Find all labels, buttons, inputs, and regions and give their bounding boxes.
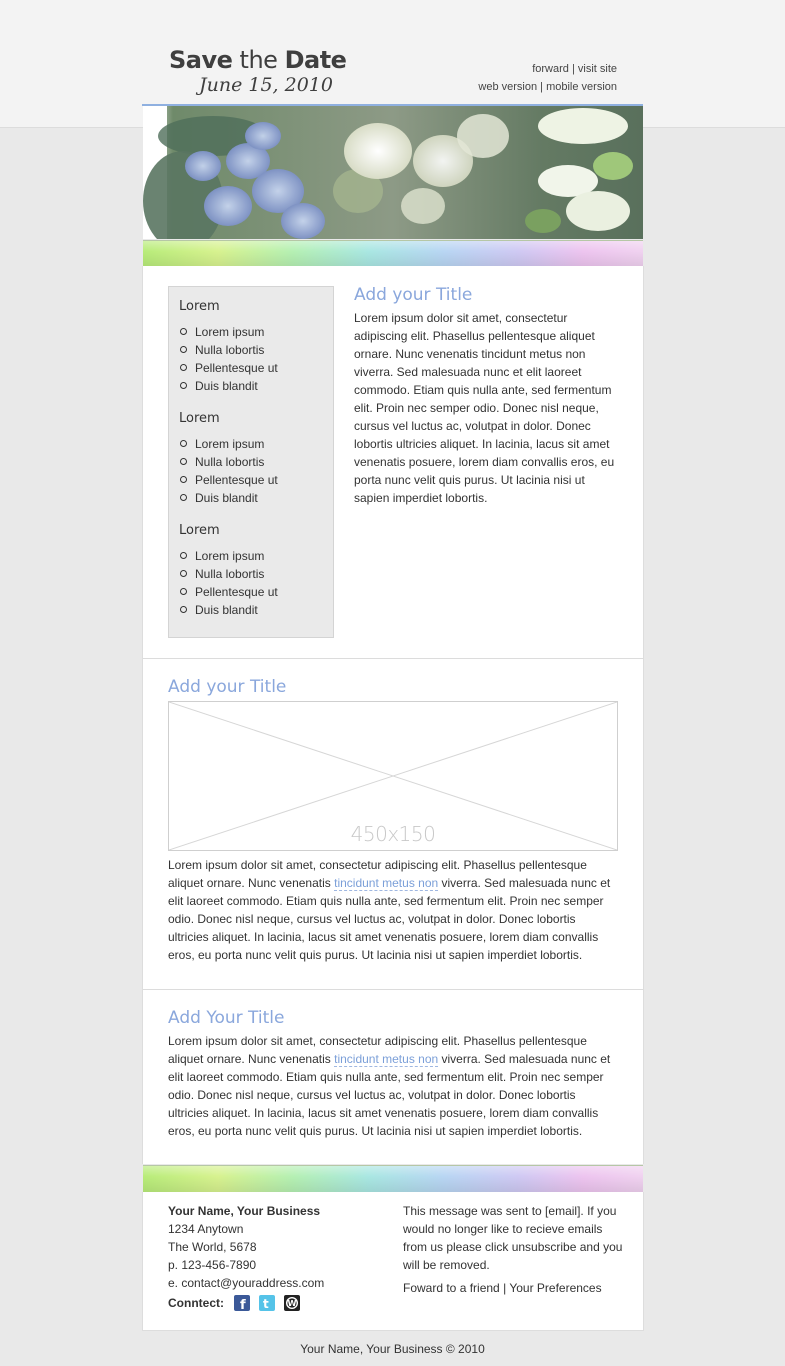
sidebar-item-label: Duis blandit	[195, 491, 258, 505]
section3-inline-link[interactable]: tincidunt metus non	[334, 1052, 439, 1066]
sidebar-item-label: Pellentesque ut	[195, 585, 278, 599]
address-line-2: The World, 5678	[168, 1240, 257, 1254]
rainbow-divider-bottom	[143, 1165, 643, 1193]
circle-bullet-icon	[180, 440, 187, 447]
section-divider	[143, 658, 643, 659]
circle-bullet-icon	[180, 606, 187, 613]
circle-bullet-icon	[180, 328, 187, 335]
social-connect	[168, 1295, 300, 1311]
footer-address	[168, 1202, 324, 1292]
svg-text:t: t	[263, 1297, 269, 1311]
sidebar-item[interactable]	[179, 583, 278, 601]
sidebar-item[interactable]	[179, 489, 278, 507]
section2-body	[168, 856, 618, 964]
sidebar-item[interactable]	[179, 341, 278, 359]
section-divider	[143, 989, 643, 990]
sidebar-item-label: Nulla lobortis	[195, 343, 265, 357]
circle-bullet-icon	[180, 364, 187, 371]
sidebar-group-title: Lorem	[179, 411, 220, 426]
circle-bullet-icon	[180, 494, 187, 501]
copyright-notice: Your Name, Your Business © 2010	[300, 1342, 485, 1356]
unsubscribe-message: This message was sent to [email]. If you would no longer like to recieve emails from us please click unsubscribe and you will be removed.	[403, 1204, 623, 1272]
sidebar-item[interactable]	[179, 453, 278, 471]
email-address[interactable]: e. contact@youraddress.com	[168, 1276, 325, 1290]
email-header	[142, 38, 643, 106]
section1-body: Lorem ipsum dolor sit amet, consectetur adipiscing elit. Phasellus pellentesque aliquet ornare. Nunc venenatis tincidunt metus non viverra. Sed malesuada nunc et elit laoreet commodo. Etiam quis nulla ante, sed fermentum elit. Proin nec semper odio. Donec nisl neque, cursus vel luctus ac, volutpat in dolor. Donec lobortis ultricies aliquet. In lacinia, lacus sit amet venenatis posuere, lorem diam convallis eros, eu porta nunc velit quis purus. Ut lacinia nisi ut sapien imperdiet lobortis.	[354, 311, 615, 505]
sidebar-item-label: Pellentesque ut	[195, 361, 278, 375]
circle-bullet-icon	[180, 552, 187, 559]
wordpress-icon[interactable]	[284, 1295, 300, 1311]
sidebar-item[interactable]	[179, 435, 278, 453]
mobile-version-link[interactable]: mobile version	[546, 81, 617, 93]
section3-body-text: viverra. Sed malesuada nunc et elit laoreet commodo. Etiam quis nulla ante, sed fermentum elit. Proin nec semper odio. Donec nisl neque, cursus vel luctus ac, volutpat in dolor. Donec lobortis ultricies aliquet. In lacinia, lacus sit amet venenatis posuere, lorem diam convallis eros, eu porta nunc velit quis purus. Ut lacinia nisi ut sapien imperdiet lobortis.	[168, 1052, 611, 1138]
circle-bullet-icon	[180, 476, 187, 483]
sidebar-group-title: Lorem	[179, 523, 220, 538]
sidebar-item-label: Duis blandit	[195, 379, 258, 393]
sidebar-group-title: Lorem	[179, 299, 220, 314]
section2-body-text: viverra. Sed malesuada nunc et elit laoreet commodo. Etiam quis nulla ante, sed fermentum elit. Proin nec semper odio. Donec nisl neque, cursus vel luctus ac, volutpat in dolor. Donec lobortis ultricies aliquet. In lacinia, lacus sit amet venenatis posuere, lorem diam convallis eros, eu porta nunc velit quis purus. Ut lacinia nisi ut sapien imperdiet lobortis.	[168, 876, 611, 962]
svg-text:f: f	[240, 1298, 246, 1311]
link-separator: |	[503, 1281, 507, 1295]
forward-to-friend-link[interactable]: Foward to a friend	[403, 1281, 500, 1295]
placeholder-size-label: 450x150	[350, 822, 436, 846]
hero-flower-image	[143, 106, 643, 239]
image-placeholder	[168, 701, 618, 851]
footer	[142, 1192, 644, 1331]
main-content	[142, 266, 644, 1164]
section3-title: Add Your Title	[168, 1008, 285, 1028]
circle-bullet-icon	[180, 382, 187, 389]
save-the-date-logo	[169, 47, 346, 97]
sidebar-item-label: Nulla lobortis	[195, 455, 265, 469]
svg-text:W: W	[287, 1299, 297, 1308]
sidebar-item[interactable]	[179, 323, 278, 341]
address-line-1: 1234 Anytown	[168, 1222, 244, 1236]
sidebar-item[interactable]	[179, 471, 278, 489]
circle-bullet-icon	[180, 588, 187, 595]
sidebar-item[interactable]	[179, 359, 278, 377]
sidebar-list	[179, 547, 278, 619]
forward-link[interactable]: forward	[532, 63, 569, 75]
sidebar-item-label: Lorem ipsum	[195, 437, 265, 451]
unsubscribe-notice	[403, 1202, 623, 1297]
sidebar-item[interactable]	[179, 601, 278, 619]
visit-site-link[interactable]: visit site	[577, 63, 617, 75]
sidebar-item-label: Duis blandit	[195, 603, 258, 617]
phone-number: p. 123-456-7890	[168, 1258, 257, 1272]
event-date: June 15, 2010	[199, 74, 333, 96]
sidebar-item-label: Lorem ipsum	[195, 549, 265, 563]
circle-bullet-icon	[180, 346, 187, 353]
section2-body-text: Lorem ipsum dolor sit amet, consectetur adipiscing elit. Phasellus pellentesque aliquet ornare. Nunc venenatis	[168, 858, 587, 890]
section1-title: Add your Title	[354, 285, 473, 305]
section2-inline-link[interactable]: tincidunt metus non	[334, 876, 439, 890]
circle-bullet-icon	[180, 458, 187, 465]
logo-word-date: Date	[284, 46, 347, 74]
link-separator: |	[571, 63, 575, 75]
sidebar-item-label: Lorem ipsum	[195, 325, 265, 339]
section3-body	[168, 1032, 618, 1140]
header-links	[478, 60, 617, 96]
sidebar-item-label: Nulla lobortis	[195, 567, 265, 581]
business-name: Your Name, Your Business	[168, 1204, 321, 1218]
web-version-link[interactable]: web version	[478, 81, 538, 93]
sidebar-item[interactable]	[179, 377, 278, 395]
sidebar-list	[179, 323, 278, 395]
section2-title: Add your Title	[168, 677, 287, 697]
connect-label: Conntect:	[168, 1296, 224, 1310]
logo-word-save: Save	[169, 46, 233, 74]
rainbow-divider-top	[143, 240, 643, 268]
sidebar-list	[179, 435, 278, 507]
sidebar-item-label: Pellentesque ut	[195, 473, 278, 487]
section3-body-text: Lorem ipsum dolor sit amet, consectetur adipiscing elit. Phasellus pellentesque aliquet ornare. Nunc venenatis	[168, 1034, 587, 1066]
sidebar	[168, 286, 334, 638]
facebook-icon[interactable]	[234, 1295, 250, 1311]
logo-word-the: the	[239, 46, 278, 74]
twitter-icon[interactable]	[259, 1295, 275, 1311]
sidebar-item[interactable]	[179, 565, 278, 583]
circle-bullet-icon	[180, 570, 187, 577]
link-separator: |	[540, 81, 544, 93]
sidebar-item[interactable]	[179, 547, 278, 565]
preferences-link[interactable]: Your Preferences	[509, 1281, 602, 1295]
